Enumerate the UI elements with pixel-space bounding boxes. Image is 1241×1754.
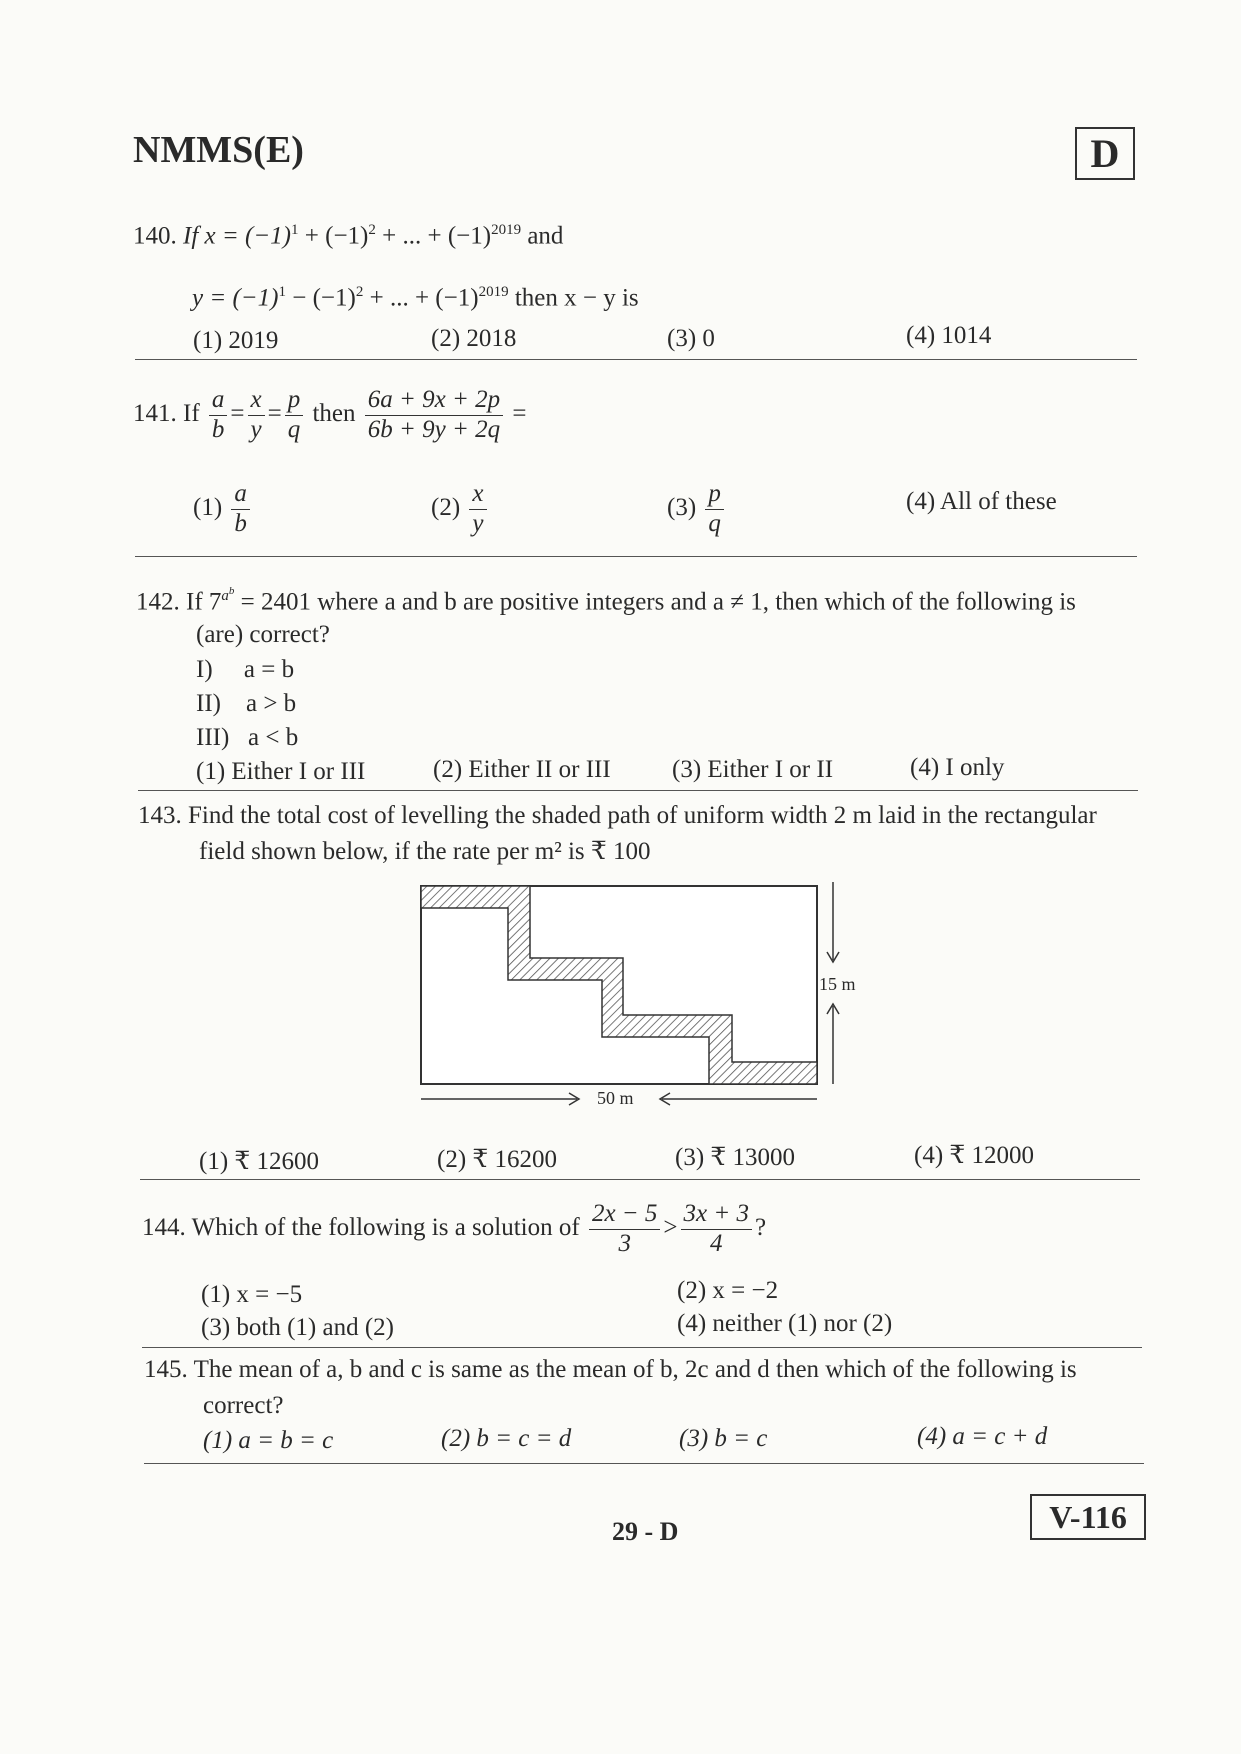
q143-line2: field shown below, if the rate per m² is ₹ 100 <box>199 838 651 865</box>
q140: 140. If $x = (-1)^1 + (-1)^2$ + ... + $(-1)^{2019}$ and <box>133 222 564 250</box>
width-label: 50 m <box>597 1088 634 1108</box>
divider <box>138 790 1138 791</box>
q140-line1: If x = (−1) <box>183 222 292 250</box>
q141-option-2: (2) $\frac{x}{y}$ <box>431 480 490 539</box>
q142-option-3: (3) Either I or II <box>672 756 834 783</box>
q140-option-1: (1) 2019 <box>193 327 279 354</box>
q143-option-3: (3) ₹ 13000 <box>675 1144 796 1171</box>
q143-option-2: (2) ₹ 16200 <box>437 1146 558 1173</box>
path-figure <box>400 870 870 1110</box>
q143-line1: 143. Find the total cost of levelling the shaded path of uniform width 2 m laid in the rectangular <box>138 802 1097 829</box>
q140-option-2: (2) 2018 <box>431 325 517 352</box>
q145-option-3: (3) b = c <box>679 1425 768 1452</box>
q145-number: 145. <box>144 1356 188 1383</box>
q141-option-1: (1) $\frac{a}{b}$ <box>193 480 253 539</box>
q141-option-4: (4) All of these <box>906 488 1057 515</box>
q142-line2: (are) correct? <box>196 621 330 648</box>
q141-if: If <box>183 399 200 427</box>
divider <box>144 1463 1144 1464</box>
q140-line2: $y = (-1)^1 - (-1)^2$ + ... + $(-1)^{2019}$ then x − y is <box>192 284 639 312</box>
q144-option-1: (1) x = −5 <box>201 1281 303 1308</box>
page-number: 29 - D <box>612 1517 679 1546</box>
q144-option-2: (2) x = −2 <box>677 1277 779 1304</box>
q140-then: then x − y is <box>514 284 639 312</box>
divider <box>135 556 1137 557</box>
divider <box>135 359 1137 360</box>
paper-code-box: V-116 <box>1030 1494 1146 1540</box>
q143-option-1: (1) ₹ 12600 <box>199 1148 320 1175</box>
q142-statement-1: I) a = b <box>196 656 295 683</box>
set-code-box: D <box>1075 127 1135 180</box>
q142-option-2: (2) Either II or III <box>433 756 611 783</box>
q141-equals: = <box>512 399 527 427</box>
q140-option-4: (4) 1014 <box>906 322 992 349</box>
q140-number: 140. <box>133 222 177 250</box>
q145-option-1: (1) a = b = c <box>203 1427 334 1454</box>
q140-line2-prefix: y = (−1) <box>192 284 279 312</box>
q142-statement-2: II) a > b <box>196 690 297 717</box>
q144-option-4: (4) neither (1) nor (2) <box>677 1310 893 1337</box>
q141-then: then <box>312 399 356 427</box>
q144: 144. Which of the following is a solution of $\frac{2x - 5}{3}$ > $\frac{3x + 3}{4}$ ? <box>142 1200 767 1257</box>
q140-and: and <box>527 222 564 250</box>
page-title: NMMS(E) <box>133 129 304 171</box>
q142-option-1: (1) Either I or III <box>196 758 366 785</box>
q143-option-4: (4) ₹ 12000 <box>914 1142 1035 1169</box>
q145-option-4: (4) a = c + d <box>917 1423 1048 1450</box>
divider <box>140 1179 1140 1180</box>
q142-statement-3: III) a < b <box>196 724 299 751</box>
q144-number: 144. <box>142 1213 186 1241</box>
height-label: 15 m <box>819 974 856 994</box>
divider <box>142 1347 1142 1348</box>
q142-number: 142. <box>136 588 180 616</box>
q141-number: 141. <box>133 399 177 427</box>
q141-option-3: (3) $\frac{p}{q}$ <box>667 480 727 539</box>
q143-number: 143. <box>138 802 182 829</box>
q145-line2: correct? <box>203 1392 284 1419</box>
q145-option-2: (2) b = c = d <box>441 1425 572 1452</box>
q140-option-3: (3) 0 <box>667 325 715 352</box>
q142-option-4: (4) I only <box>910 754 1005 781</box>
q145-line1: 145. The mean of a, b and c is same as the mean of b, 2c and d then which of the following is <box>144 1356 1077 1383</box>
q141: 141. If $\frac{a}{b}$ = $\frac{x}{y}$ = $\frac{p}{q}$ then $\frac{6a + 9x + 2p}{6b + 9y + 2q}$ = <box>133 386 527 443</box>
q142-line1: 142. If $7^{a^b} = 2401$ where a and b are positive integers and a ≠ 1, then which of the following is <box>136 585 1076 616</box>
q144-option-3: (3) both (1) and (2) <box>201 1314 394 1341</box>
